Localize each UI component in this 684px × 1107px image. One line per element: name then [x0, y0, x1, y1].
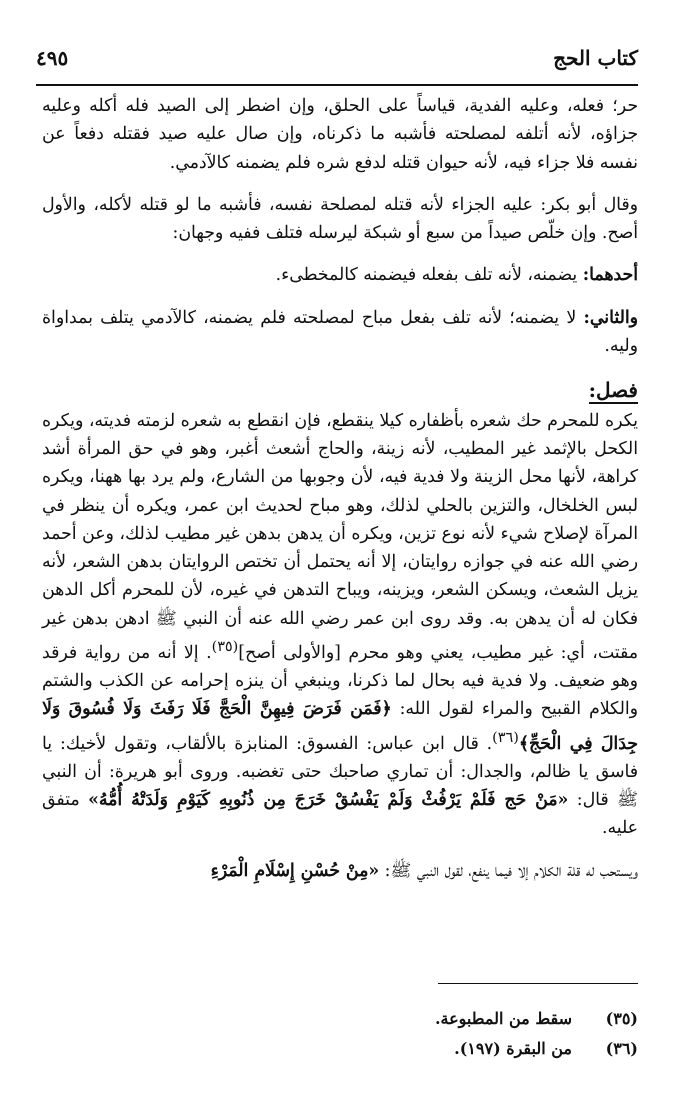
paragraph-second-view	[42, 304, 638, 361]
second-view-text: لا يضمنه؛ لأنه تلف بفعل مباح لمصلحته فلم يضمنه، كالآدمي يتلف بمداواة وليه.	[42, 307, 638, 357]
footnote-number: (٣٥)	[605, 1009, 638, 1028]
paragraph-5-text-b: . إلا أنه من رواية فرقد وهو ضعيف. ولا فدية فيه بحال لما ذكرنا، وينبغي أن ينزه إحرامه عن الكذب والشتم والكلام القبيح والمراء لقول الله:	[42, 642, 638, 720]
footnote-ref-35: (٣٥)	[211, 639, 239, 656]
main-text	[42, 92, 638, 885]
section-heading-row	[42, 374, 638, 406]
paragraph-2: وقال أبو بكر: عليه الجزاء لأنه قتله لمصلحة نفسه، فأشبه ما لو قتله لأكله، والأول أصح. وإن خلّص صيداً من سبع أو شبكة ليرسله فتلف ففيه وجهان:	[42, 194, 638, 244]
section-heading: فصل:	[588, 378, 638, 403]
running-header	[36, 40, 638, 86]
footnote-text: سقط من المطبوعة.	[434, 1009, 572, 1028]
hadith-quote: «مَنْ حَج فَلَمْ يَرْفُثْ وَلَمْ يَفْسُقْ خَرَجَ مِن ذُنُوبِهِ كَيَوْمِ وَلَدَتْهُ أُمُّهُ»	[88, 790, 569, 811]
paragraph-6-text: ويستحب له قلة الكلام إلا فيما ينفع، لقول النبي ﷺ:	[379, 860, 638, 881]
footnote-item	[42, 1034, 638, 1064]
paragraph-5	[42, 407, 638, 843]
footnote-item	[42, 1004, 638, 1034]
footnote-text: من البقرة (١٩٧).	[454, 1039, 572, 1058]
footnote-ref-36: (٣٦)	[492, 729, 519, 746]
chapter-title: كتاب الحج	[553, 46, 638, 70]
footnotes	[42, 1004, 638, 1064]
first-view-label: أحدهما:	[582, 265, 638, 286]
footnote-number: (٣٦)	[605, 1039, 638, 1058]
footnote-divider	[438, 983, 638, 984]
page-number: ٤٩٥	[36, 46, 69, 70]
paragraph-5-text-d: متفق عليه.	[42, 790, 638, 839]
hadith-quote-2: «مِنْ حُسْنِ إِسْلَامِ الْمَرْءِ	[210, 860, 380, 881]
paragraph-6	[42, 857, 638, 885]
quran-verse: ﴿فَمَن فَرَضَ فِيهِنَّ الْحَجَّ فَلَا رَفَثَ وَلَا فُسُوقَ وَلَا جِدَالَ فِي الْحَجِّ﴾	[42, 699, 638, 754]
paragraph-first-view	[42, 261, 638, 289]
paragraph-5-text-c: . قال ابن عباس: الفسوق: المنابزة بالألقاب، وتقول لأخيك: يا فاسق يا ظالم، والجدال: أن تماري صاحبك حتى تغضبه. وروى أبو هريرة: أن النبي ﷺ قال:	[42, 733, 638, 811]
first-view-text: يضمنه، لأنه تلف بفعله فيضمنه كالمخطىء.	[275, 265, 583, 286]
paragraph-1: حر؛ فعله، وعليه الفدية، قياساً على الحلق، وإن اضطر إلى الصيد فله أكله وعليه جزاؤه، لأنه أتلفه لمصلحته فأشبه ما ذكرناه، وإن صال عليه صيد فقتله دفعاً عن نفسه فلا جزاء فيه، لأنه حيوان قتله لدفع شره فلم يضمنه كالآدمي.	[42, 96, 638, 173]
paragraph-5-text-a: يكره للمحرم حك شعره بأظفاره كيلا ينقطع، فإن انقطع به شعره لزمته فديته، ويكره الكحل بالإثمد غير المطيب، لأنه زينة، والحاج أشعث أغبر، وهو في حق المرأة أشد كراهة، لأنها محل الزينة ولا فدية فيه، لأن وجوبها من الشارع، ولم يرد بها ههنا، ويكره لبس الخلخال، والتزين بالحلي لذلك، وهو مباح لحديث ابن عمر، ويكره أن ينظر في المرآة لإصلاح شيء لأنه نوع تزين، ويكره أن يدهن بدهن غير مطيب لذلك، وعن أحمد رضي الله عنه في جوازه روايتان، إلا أنه يحتمل أن تختص الروايتان بدهن الشعر، لأنه يزيل الشعث، ويسكن الشعر، ويزينه، ويباح التدهن في غيره، لأن للمحرم أكل الدهن فكان له أن يدهن به. وقد روى ابن عمر رضي الله عنه أن النبي ﷺ ادهن بدهن غير مقتت، أي: غير مطيب، يعني وهو محرم [والأولى أصح]	[42, 410, 638, 663]
second-view-label: والثاني:	[583, 307, 638, 328]
